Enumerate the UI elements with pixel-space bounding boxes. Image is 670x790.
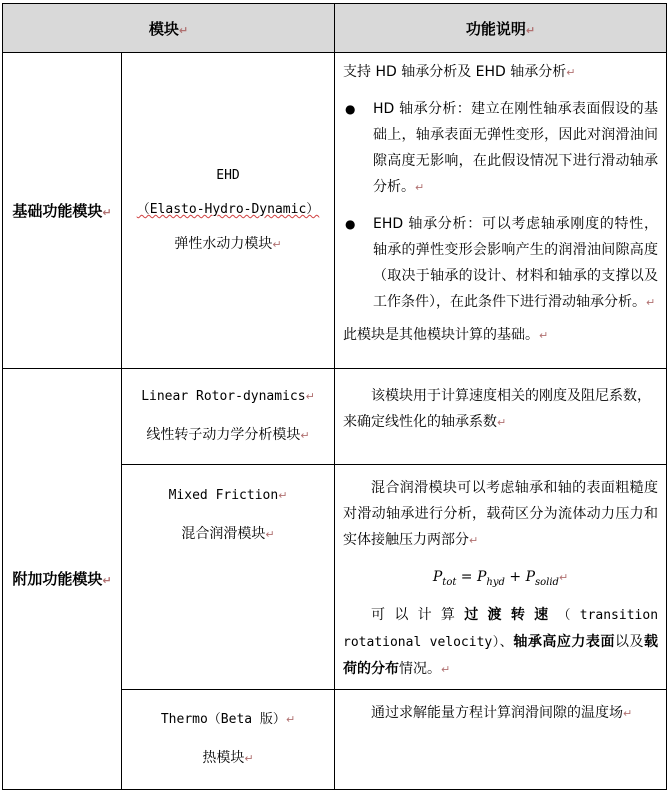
rotor-row <box>3 369 667 465</box>
desc-ehd <box>335 53 667 369</box>
bullet-dot-icon: ● <box>345 102 356 116</box>
bullet-hd: ● HD 轴承分析：建立在刚性轴承表面假设的基础上，轴承表面无弹性变形，因此对润滑油间隙高度无影响，在此假设情况下进行滑动轴承分析。↵ <box>343 96 658 201</box>
desc-ehd-intro: 支持 HD 轴承分析及 EHD 轴承分析↵ <box>343 64 576 80</box>
module-rotor: Linear Rotor-dynamics↵ 线性转子动力学分析模块↵ <box>122 369 335 465</box>
desc-friction: 混合润滑模块可以考虑轴承和轴的表面粗糙度对滑动轴承进行分析，载荷区分为流体动力压力和实体接触压力两部分↵ $P_{tot} = P_{hyd}$ + $P_{solid}↵$ 可以计算过渡转速（transition rotational velocity）、轴承高应力表面以及载荷的分布情况。↵ <box>335 465 667 690</box>
module-friction: Mixed Friction↵ 混合润滑模块↵ <box>122 465 335 690</box>
bullet-ehd: ● EHD 轴承分析：可以考虑轴承刚度的特性，轴承的弹性变形会影响产生的润滑油间隙高度（取决于轴承的设计、材料和轴承的支撑以及工作条件），在此条件下进行滑动轴承分析。↵ <box>343 211 658 316</box>
module-thermo: Thermo（Beta 版）↵ 热模块↵ <box>122 689 335 789</box>
header-row <box>3 4 667 53</box>
bullet-dot-icon: ● <box>345 217 356 231</box>
desc-thermo: 通过求解能量方程计算润滑间隙的温度场↵ <box>335 689 667 789</box>
category-basic: 基础功能模块↵ <box>3 53 122 369</box>
desc-rotor: 该模块用于计算速度相关的刚度及阻尼系数，来确定线性化的轴承系数↵ <box>335 369 667 465</box>
desc-ehd-footer: 此模块是其他模块计算的基础。↵ <box>343 327 549 343</box>
header-description: 功能说明↵ <box>335 4 667 53</box>
category-additional: 附加功能模块↵ <box>3 369 122 790</box>
module-ehd: EHD （Elasto-Hydro-Dynamic） 弹性水动力模块↵ <box>122 53 335 369</box>
pressure-formula: $P_{tot} = P_{hyd}$ + $P_{solid}↵$ <box>432 569 569 588</box>
header-module: 模块↵ <box>3 4 335 53</box>
module-table <box>2 3 667 790</box>
basic-module-row <box>3 53 667 369</box>
